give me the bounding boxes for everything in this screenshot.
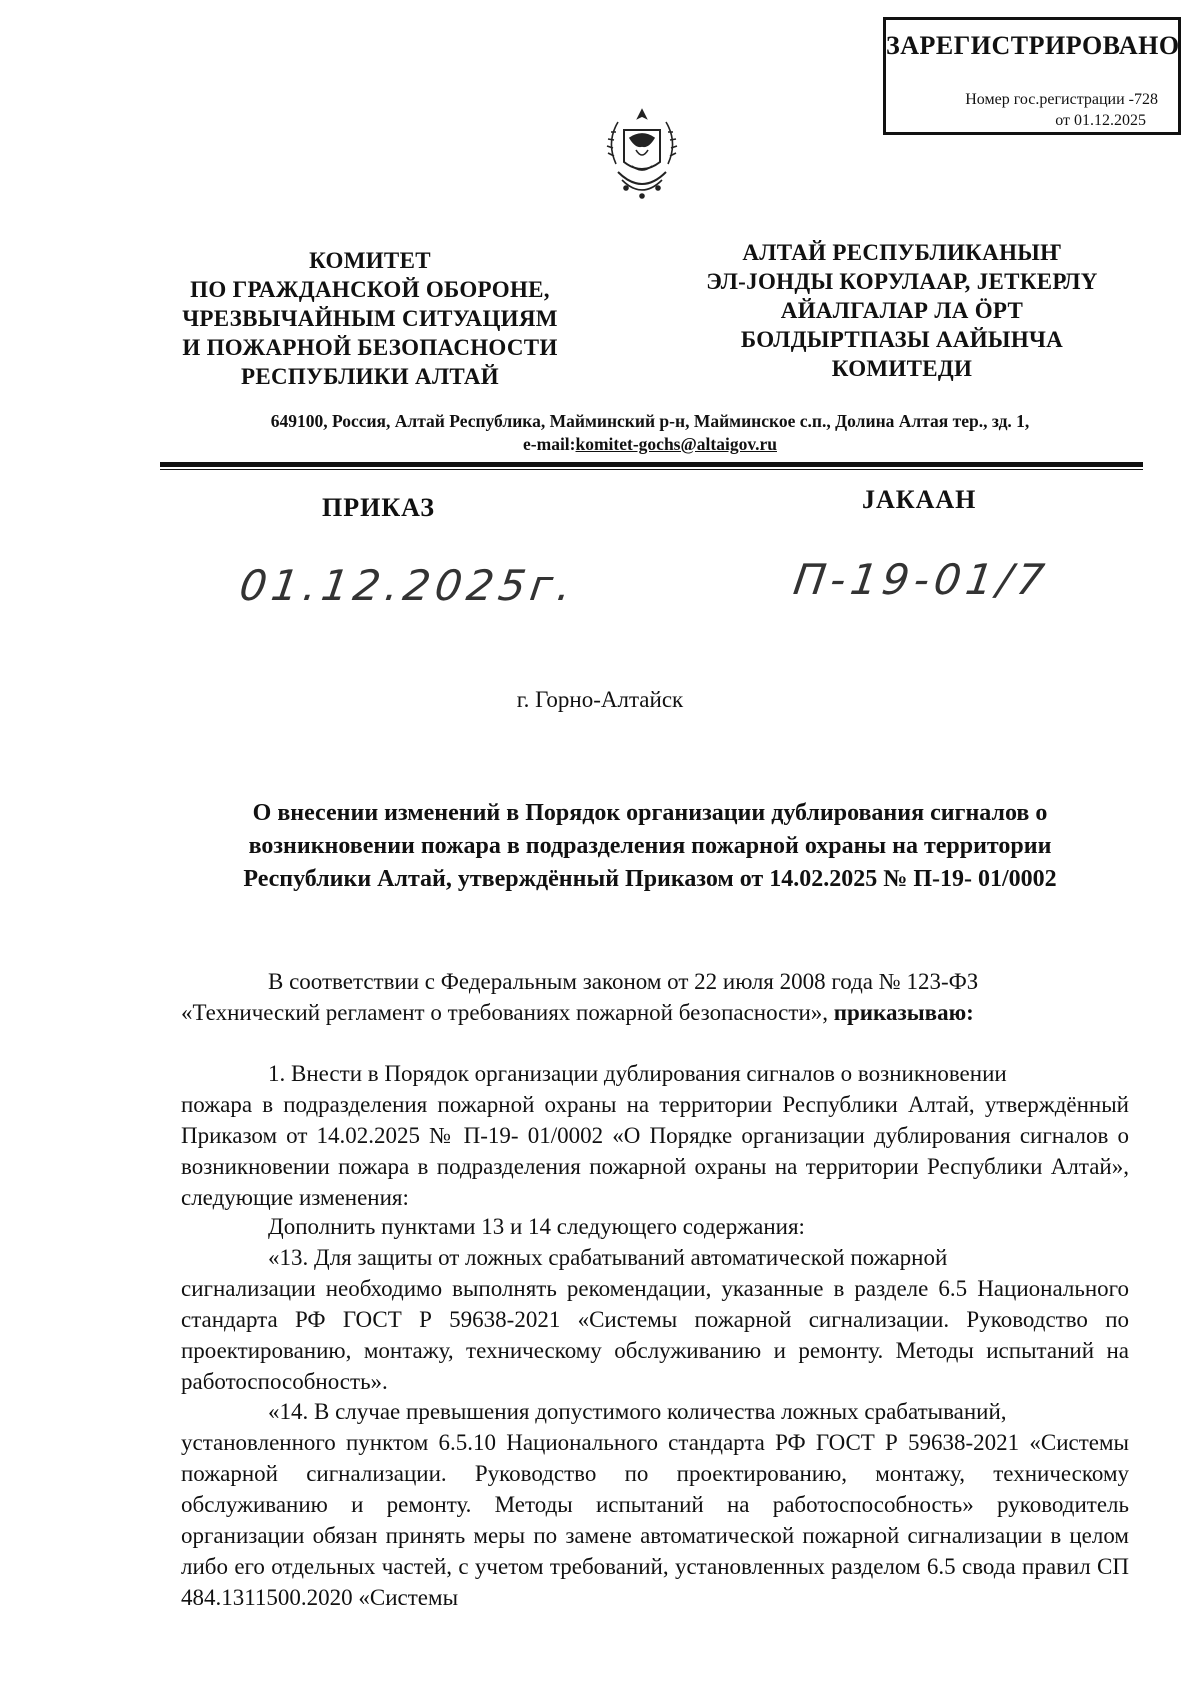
committee-name-line: ЭЛ-JОНДЫ КОРУЛААР, JЕТКЕРЛҮ [706, 269, 1098, 294]
subject-line: Республики Алтай, утверждённый Приказом от 14.02.2025 № П-19- 01/0002 [243, 866, 1057, 892]
preamble-paragraph [181, 966, 1129, 1028]
committee-name-line: АЛТАЙ РЕСПУБЛИКАНЫҤ [742, 240, 1062, 265]
order-subject [150, 797, 1150, 896]
committee-name-altai [672, 238, 1132, 383]
altai-republic-emblem-icon [596, 104, 688, 204]
paragraph-first-line: «13. Для защиты от ложных срабатываний автоматической пожарной [268, 1245, 948, 1270]
item-13-paragraph [181, 1242, 1129, 1397]
handwritten-order-number: П-19-01/7 [790, 555, 1053, 604]
subject-line: О внесении изменений в Порядок организации дублирования сигналов о [252, 800, 1048, 826]
document-type-altai: JАКААН [862, 485, 977, 514]
document-type-russian: ПРИКАЗ [322, 493, 436, 522]
item-14-paragraph [181, 1396, 1129, 1613]
stamp-registration-number: Номер гос.регистрации -728 [965, 91, 1158, 108]
committee-address [150, 410, 1150, 456]
paragraph-continuation: сигнализации необходимо выполнять рекомендации, указанные в разделе 6.5 Национального стандарта РФ ГОСТ Р 59638-2021 «Системы пожарной сигнализации. Руководство по проектированию, монтажу, техническому обслуживанию и ремонту. Методы испытаний на работоспособность». [181, 1276, 1129, 1394]
email-line [150, 433, 1150, 456]
address-line: 649100, Россия, Алтай Республика, Майминский р-н, Майминское с.п., Долина Алтая тер., зд. 1, [270, 411, 1030, 431]
stamp-registration-date: от 01.12.2025 [1055, 112, 1146, 129]
email-link[interactable]: komitet-gochs@altaigov.ru [575, 434, 777, 454]
committee-name-line: АЙАЛГАЛАР ЛА ӦРТ [780, 298, 1024, 323]
order-verb: приказываю: [833, 1000, 974, 1025]
paragraph-continuation: установленного пунктом 6.5.10 Национального стандарта РФ ГОСТ Р 59638-2021 «Системы пожарной сигнализации. Руководство по проектированию, монтажу, техническому обслуживанию и ремонту. Методы испытаний на работоспособность» руководитель организации обязан принять меры по замене автоматической пожарной сигнализации в целом либо его отдельных частей, с учетом требований, установленных разделом 6.5 свода правил СП 484.1311500.2020 «Системы [181, 1430, 1129, 1610]
header-divider-thin [160, 469, 1143, 470]
city-line: г. Горно-Алтайск [516, 687, 684, 712]
subject-line: возникновении пожара в подразделения пожарной охраны на территории [248, 833, 1052, 859]
committee-name-line: БОЛДЫРТПАЗЫ ААЙЫНЧА [740, 327, 1064, 352]
item-1-paragraph [181, 1058, 1129, 1213]
email-label: e-mail: [523, 434, 576, 454]
committee-name-russian [150, 246, 590, 391]
registration-stamp [883, 17, 1181, 135]
committee-name-line: РЕСПУБЛИКИ АЛТАЙ [241, 364, 499, 389]
committee-name-line: ПО ГРАЖДАНСКОЙ ОБОРОНЕ, [190, 277, 550, 302]
committee-name-line: И ПОЖАРНОЙ БЕЗОПАСНОСТИ [182, 335, 558, 360]
header-divider [160, 462, 1143, 467]
paragraph-continuation: пожара в подразделения пожарной охраны на территории Республики Алтай, утверждённый Приказом от 14.02.2025 № П-19- 01/0002 «О Порядке организации дублирования сигналов о возникновении пожара в подразделения пожарной охраны на территории Республики Алтай», следующие изменения: [181, 1092, 1129, 1210]
committee-name-line: КОМИТЕДИ [831, 356, 973, 381]
stamp-title: ЗАРЕГИСТРИРОВАНО [886, 31, 1180, 60]
paragraph-first-line: 1. Внести в Порядок организации дублирования сигналов о возникновении [268, 1061, 1007, 1086]
paragraph-first-line: «14. В случае превышения допустимого количества ложных срабатываний, [268, 1399, 1007, 1424]
paragraph-continuation [181, 997, 1129, 1028]
committee-name-line: ЧРЕЗВЫЧАЙНЫМ СИТУАЦИЯМ [182, 306, 558, 331]
paragraph-first-line: В соответствии с Федеральным законом от 22 июля 2008 года № 123-ФЗ [268, 969, 979, 994]
committee-name-line: КОМИТЕТ [309, 248, 431, 273]
handwritten-date: 01.12.2025г. [236, 561, 580, 610]
preamble-text: «Технический регламент о требованиях пожарной безопасности», [181, 1000, 828, 1025]
supplement-line: Дополнить пунктами 13 и 14 следующего содержания: [268, 1214, 805, 1239]
